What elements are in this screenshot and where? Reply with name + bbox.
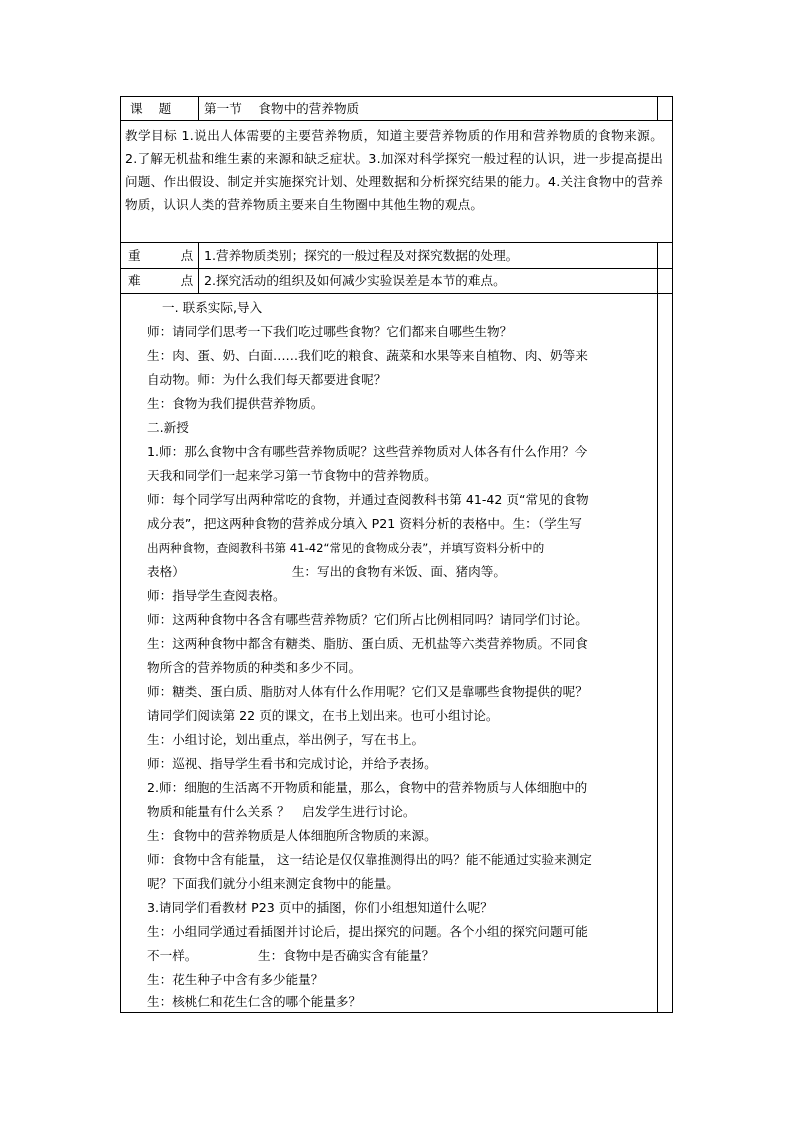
- teaching-goals: 教学目标 1.说出人体需要的主要营养物质，知道主要营养物质的作用和营养物质的食物来源。2.了解无机盐和维生素的来源和缺乏症状。3.加深对科学探究一般过程的认识，进一步提高提出问题、作出假设、制定并实施探究计划、处理数据和分析探究结果的能力。4.关注食物中的营养物质，认识人类的营养物质主要来自生物圈中其他生物的观点。: [125, 128, 663, 212]
- process-line: 生：花生种子中含有多少能量？: [147, 972, 324, 987]
- process-line: 1.师：那么食物中含有哪些营养物质呢？这些营养物质对人体各有什么作用？今: [147, 444, 588, 459]
- process-line: 不一样。 生：食物中是否确实含有能量？: [147, 948, 435, 963]
- process-line: 师：指导学生查阅表格。: [147, 588, 286, 603]
- process-line: 2.师：细胞的生活离不开物质和能量，那么，食物中的营养物质与人体细胞中的: [147, 780, 588, 795]
- key-point-label: 重 点: [128, 248, 212, 263]
- process-line: 生：核桃仁和花生仁含的哪个能量多？: [147, 994, 362, 1009]
- process-line: 生：肉、蛋、奶、白面……我们吃的粮食、蔬菜和水果等来自植物、肉、奶等来: [147, 348, 588, 363]
- process-line: 生：小组讨论，划出重点，举出例子，写在书上。: [147, 732, 425, 747]
- process-line: 物所含的营养物质的种类和多少不同。: [147, 660, 362, 675]
- lesson-title: 第一节 食物中的营养物质: [204, 101, 360, 116]
- process-line: 生：食物中的营养物质是人体细胞所含物质的来源。: [147, 828, 437, 843]
- process-line: 物质和能量有什么关系 ？ 启发学生进行讨论。: [147, 804, 416, 819]
- process-line: 生：食物为我们提供营养物质。: [147, 396, 324, 411]
- process-line: 3.请同学们看教材 P23 页中的插图，你们小组想知道什么呢？: [147, 900, 493, 915]
- process-line: 成分表”，把这两种食物的营养成分填入 P21 资料分析的表格中。生：（学生写: [147, 516, 582, 531]
- process-line: 生：这两种食物中都含有糖类、脂肪、蛋白质、无机盐等六类营养物质。不同食: [147, 636, 588, 651]
- key-point-text: 1.营养物质类别；探究的一般过程及对探究数据的处理。: [204, 248, 519, 263]
- process-line: 生：小组同学通过看插图并讨论后，提出探究的问题。各个小组的探究问题可能: [147, 924, 588, 939]
- process-line: 自动物。师：为什么我们每天都要进食呢？: [147, 372, 387, 387]
- section-heading: 一. 联系实际,导入: [162, 300, 263, 315]
- process-line: 师：食物中含有能量， 这一结论是仅仅靠推测得出的吗？能不能通过实验来测定: [147, 852, 592, 867]
- process-line: 师：巡视、指导学生看书和完成讨论，并给予表扬。: [147, 756, 437, 771]
- difficulty-text: 2.探究活动的组织及如何减少实验误差是本节的难点。: [204, 273, 506, 288]
- process-line: 表格） 生：写出的食物有米饭、面、猪肉等。: [147, 564, 506, 579]
- process-line: 师：请同学们思考一下我们吃过哪些食物？它们都来自哪些生物？: [147, 324, 513, 339]
- process-line: 师：这两种食物中各含有哪些营养物质？它们所占比例相同吗？请同学们讨论。: [147, 612, 588, 627]
- process-line: 请同学们阅读第 22 页的课文，在书上划出来。也可小组讨论。: [147, 708, 499, 723]
- lesson-plan-table: [120, 96, 673, 1013]
- process-line: 呢？下面我们就分小组来测定食物中的能量。: [147, 876, 399, 891]
- course-label: 课 题: [130, 101, 178, 116]
- process-line: 天我和同学们一起来学习第一节食物中的营养物质。: [147, 468, 437, 483]
- section-heading: 二.新授: [147, 420, 189, 435]
- process-line: 师：糖类、蛋白质、脂肪对人体有什么作用呢？它们又是靠哪些食物提供的呢？: [147, 684, 588, 699]
- difficulty-label: 难 点: [128, 273, 212, 288]
- process-line: 出两种食物，查阅教科书第 41-42“常见的食物成分表”，并填写资料分析中的: [147, 541, 545, 555]
- process-line: 师：每个同学写出两种常吃的食物，并通过查阅教科书第 41-42 页“常见的食物: [147, 492, 589, 507]
